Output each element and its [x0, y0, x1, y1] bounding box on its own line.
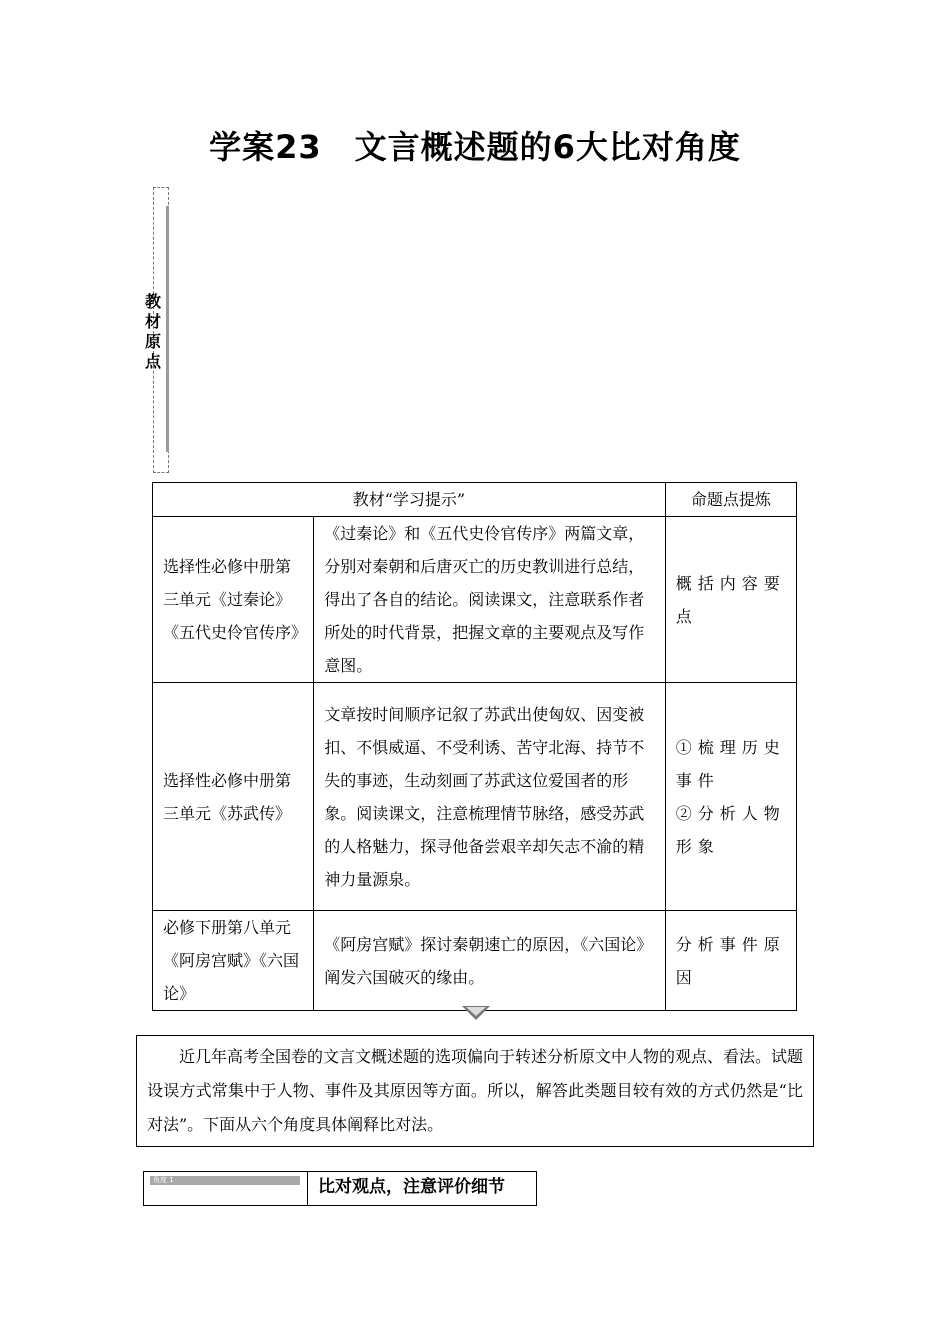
row-source: 选择性必修中册第三单元《过秦论》《五代史伶官传序》 [153, 517, 314, 683]
table-row [153, 517, 797, 683]
row-source: 选择性必修中册第三单元《苏武传》 [153, 683, 314, 911]
header-textbook: 教材“学习提示” [153, 483, 666, 517]
row-points [665, 683, 796, 911]
point-item: 概括内容要点 [675, 573, 786, 626]
down-arrow-icon-inner [466, 1007, 486, 1016]
point-item: ②分析人物形象 [675, 803, 786, 856]
angle-tag-cell [144, 1172, 308, 1205]
intro-paragraph: 近几年高考全国卷的文言文概述题的选项偏向于转述分析原文中人物的观点、看法。试题设误方式常集中于人物、事件及其原因等方面。所以，解答此类题目较有效的方式仍然是“比对法”。下面从六个角度具体阐释比对法。 [136, 1035, 814, 1147]
page-title: 学案23 文言概述题的6大比对角度 [209, 128, 741, 166]
table-row [153, 911, 797, 1011]
point-item: ①梳理历史事件 [675, 737, 786, 790]
point-item: 分析事件原因 [675, 934, 786, 987]
row-prompt: 《过秦论》和《五代史伶官传序》两篇文章，分别对秦朝和后唐灭亡的历史教训进行总结，得出了各自的结论。阅读课文，注意联系作者所处的时代背景，把握文章的主要观点及写作意图。 [314, 517, 666, 683]
row-points [665, 911, 796, 1011]
angle-title: 比对观点，注意评价细节 [318, 1177, 505, 1197]
textbook-table [152, 482, 797, 1011]
row-points [665, 517, 796, 683]
row-prompt: 文章按时间顺序记叙了苏武出使匈奴、因变被扣、不惧威逼、不受利诱、苦守北海、持节不失的事迹，生动刻画了苏武这位爱国者的形象。阅读课文，注意梳理情节脉络，感受苏武的人格魅力，探寻他备尝艰辛却矢志不渝的精神力量源泉。 [314, 683, 666, 911]
side-bar [166, 206, 169, 452]
angle-tag: 角度 1 [150, 1176, 300, 1185]
header-points: 命题点提炼 [665, 483, 796, 517]
table-header-row [153, 483, 797, 517]
angle-heading [143, 1171, 537, 1206]
side-label: 教材原点 [144, 292, 161, 371]
table-row [153, 683, 797, 911]
row-prompt: 《阿房宫赋》探讨秦朝速亡的原因，《六国论》阐发六国破灭的缘由。 [314, 911, 666, 1011]
row-source: 必修下册第八单元《阿房宫赋》《六国论》 [153, 911, 314, 1011]
